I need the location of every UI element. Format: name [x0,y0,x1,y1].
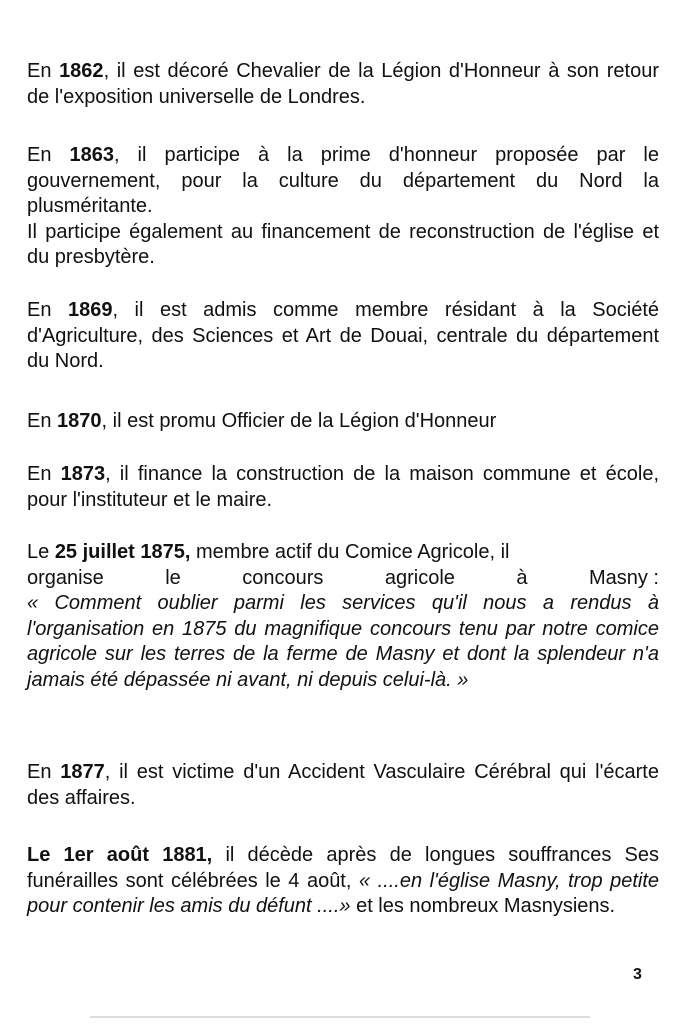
quote: « Comment oublier parmi les services qu'il nous a rendus à l'organisation en 1875 du magnifique concours tenu par notre comice agricole sur les terres de la ferme de Masny et dont la splendeur n'a jamais été dépassée ni avant, ni depuis celui-là. » [27,592,659,691]
word: organise [27,566,104,589]
paragraph-1877 [27,760,659,811]
prefix: En [27,144,70,166]
paragraph-text: , il est promu Officier de la Légion d'Honneur [101,410,497,432]
paragraph-1881 [27,843,659,920]
quote: « ....en l'église Masny, trop petite pour contenir les amis du défunt ....» [27,869,660,917]
paragraph-line [27,540,659,566]
paragraph-tail: et les nombreux Masnysiens. [350,895,616,917]
paragraph-text: , il finance la construction de la maison commune et école, pour l'instituteur et le maire. [27,463,659,511]
year: 1863 [69,144,114,166]
paragraph-line [27,143,659,220]
year: 1873 [60,463,106,485]
year: 1870 [57,410,102,432]
date: 25 juillet 1875, [54,541,191,563]
paragraph-text: , il est victime d'un Accident Vasculaire Cérébral qui l'écarte des affaires. [27,761,659,809]
date: Le 1er août 1881, [27,844,213,866]
prefix: En [27,761,61,783]
word: concours [242,566,324,589]
paragraph-1862 [27,59,659,110]
paragraph-text: membre actif du Comice Agricole, il [190,541,510,563]
year: 1869 [67,299,113,321]
scan-edge-divider [90,1016,590,1018]
year: 1877 [60,761,105,783]
page-number: 3 [633,966,642,983]
paragraph-text: , il participe à la prime d'honneur proposée par le gouvernement, pour la culture du département du Nord la plusméritante. [27,144,659,217]
paragraph-1875 [27,540,659,693]
prefix: En [27,463,61,485]
paragraph-1863 [27,143,659,271]
word: le [165,566,181,589]
word: à [516,566,528,589]
paragraph-text: , il est décoré Chevalier de la Légion d'Honneur à son retour de l'exposition universelle de Londres. [27,60,659,108]
prefix: Le [27,541,55,563]
paragraph-text: il décède après de longues souffrances Ses funérailles sont célébrées le 4 août, [27,844,659,892]
paragraph-text-2: Il participe également au financement de reconstruction de l'église et du presbytère. [27,220,659,268]
year: 1862 [59,60,104,82]
paragraph-1870 [27,409,659,435]
prefix: En [27,60,60,82]
paragraph-text: , il est admis comme membre résidant à la Société d'Agriculture, des Sciences et Art de Douai, centrale du département du Nord. [27,299,659,372]
prefix: En [27,299,68,321]
justified-line [27,566,659,592]
word: Masny : [588,566,659,589]
prefix: En [27,410,58,432]
paragraph-1869 [27,298,659,375]
paragraph-1873 [27,462,659,513]
word: agricole [384,566,455,589]
